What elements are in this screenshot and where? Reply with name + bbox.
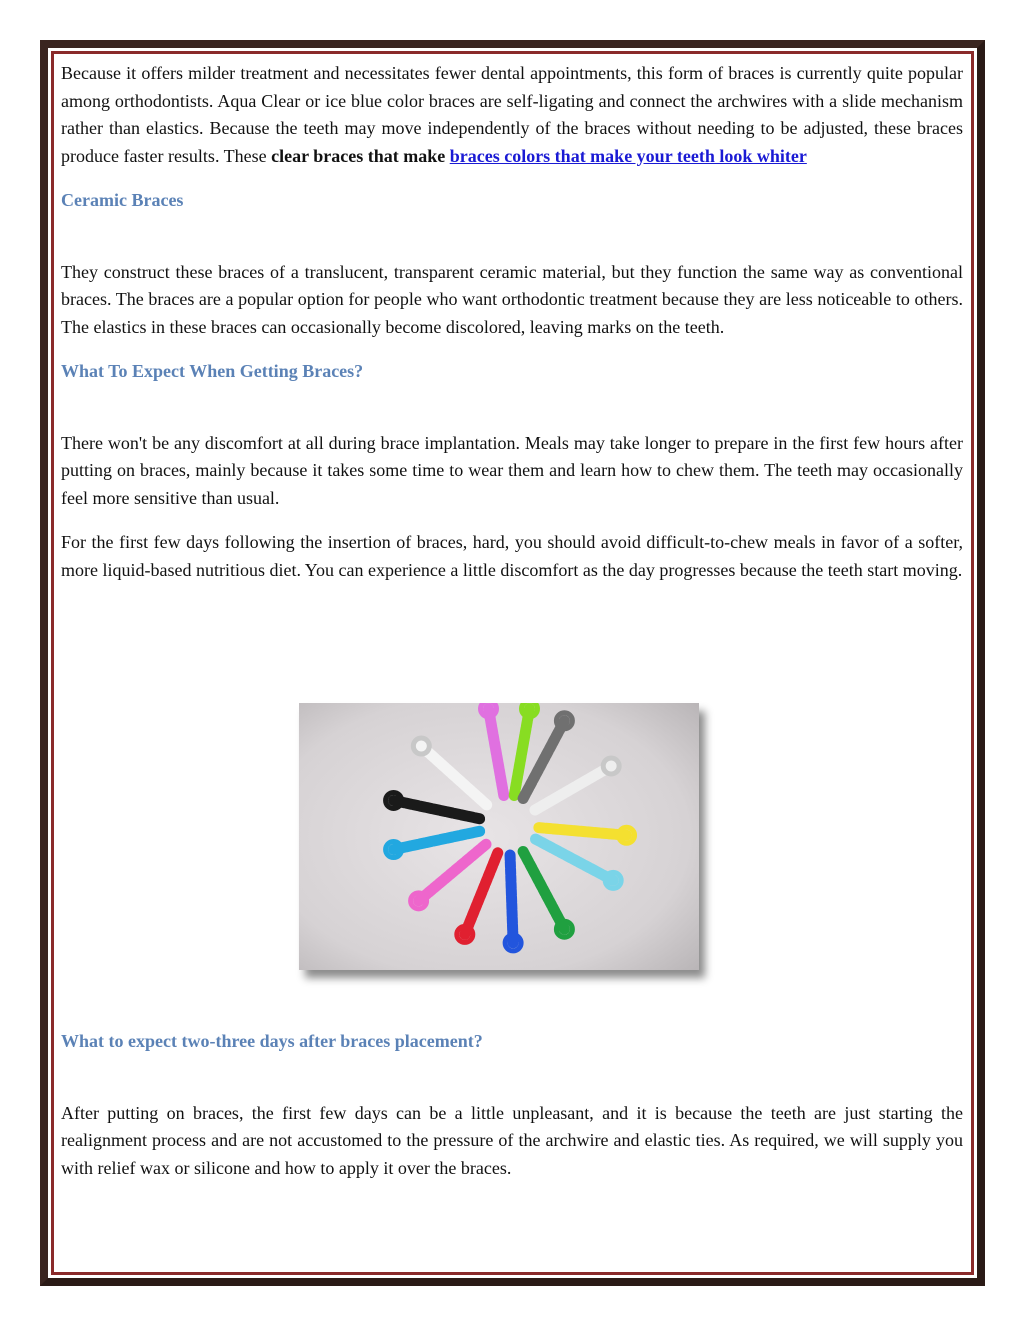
heading-after-placement: What to expect two-three days after braces placement? — [61, 1031, 483, 1051]
heading-what-to-expect: What To Expect When Getting Braces? — [61, 361, 364, 381]
intro-paragraph — [61, 60, 963, 170]
elastic-ties-photo — [299, 703, 699, 970]
expect-paragraph-2: For the first few days following the insertion of braces, hard, you should avoid difficult-to-chew meals in favor of a softer, more liquid-based nutritious diet. You can experience a little discomfort as the day progresses because the teeth start moving. — [61, 532, 963, 580]
braces-colors-link[interactable]: braces colors that make your teeth look whiter — [449, 145, 807, 166]
expect-paragraph-1: There won't be any discomfort at all during brace implantation. Meals may take longer to prepare in the first few hours after putting on braces, mainly because it takes some time to wear them and learn how to chew them. The teeth may occasionally feel more sensitive than usual. — [61, 432, 963, 508]
heading-ceramic-braces: Ceramic Braces — [61, 190, 184, 210]
intro-text: Because it offers milder treatment and necessitates fewer dental appointments, this form of braces is currently quite popular among orthodontists. Aqua Clear or ice blue color braces are self-ligating and connect the archwires with a slide mechanism rather than elastics. Because the teeth may move independently of the braces without needing to be adjusted, these braces produce faster results. These — [61, 63, 963, 166]
article-body-bottom — [61, 1028, 963, 1182]
intro-bold-text: clear braces that make — [271, 145, 446, 166]
article-body — [61, 60, 963, 584]
elastic-ties-image — [299, 703, 699, 970]
ceramic-paragraph: They construct these braces of a translucent, transparent ceramic material, but they function the same way as conventional braces. The braces are a popular option for people who want orthodontic treatment because they are less noticeable to others. The elastics in these braces can occasionally become discolored, leaving marks on the teeth. — [61, 261, 963, 337]
after-paragraph: After putting on braces, the first few days can be a little unpleasant, and it is because the teeth are just starting the realignment process and are not accustomed to the pressure of the archwire and elastic ties. As required, we will supply you with relief wax or silicone and how to apply it over the braces. — [61, 1102, 963, 1178]
